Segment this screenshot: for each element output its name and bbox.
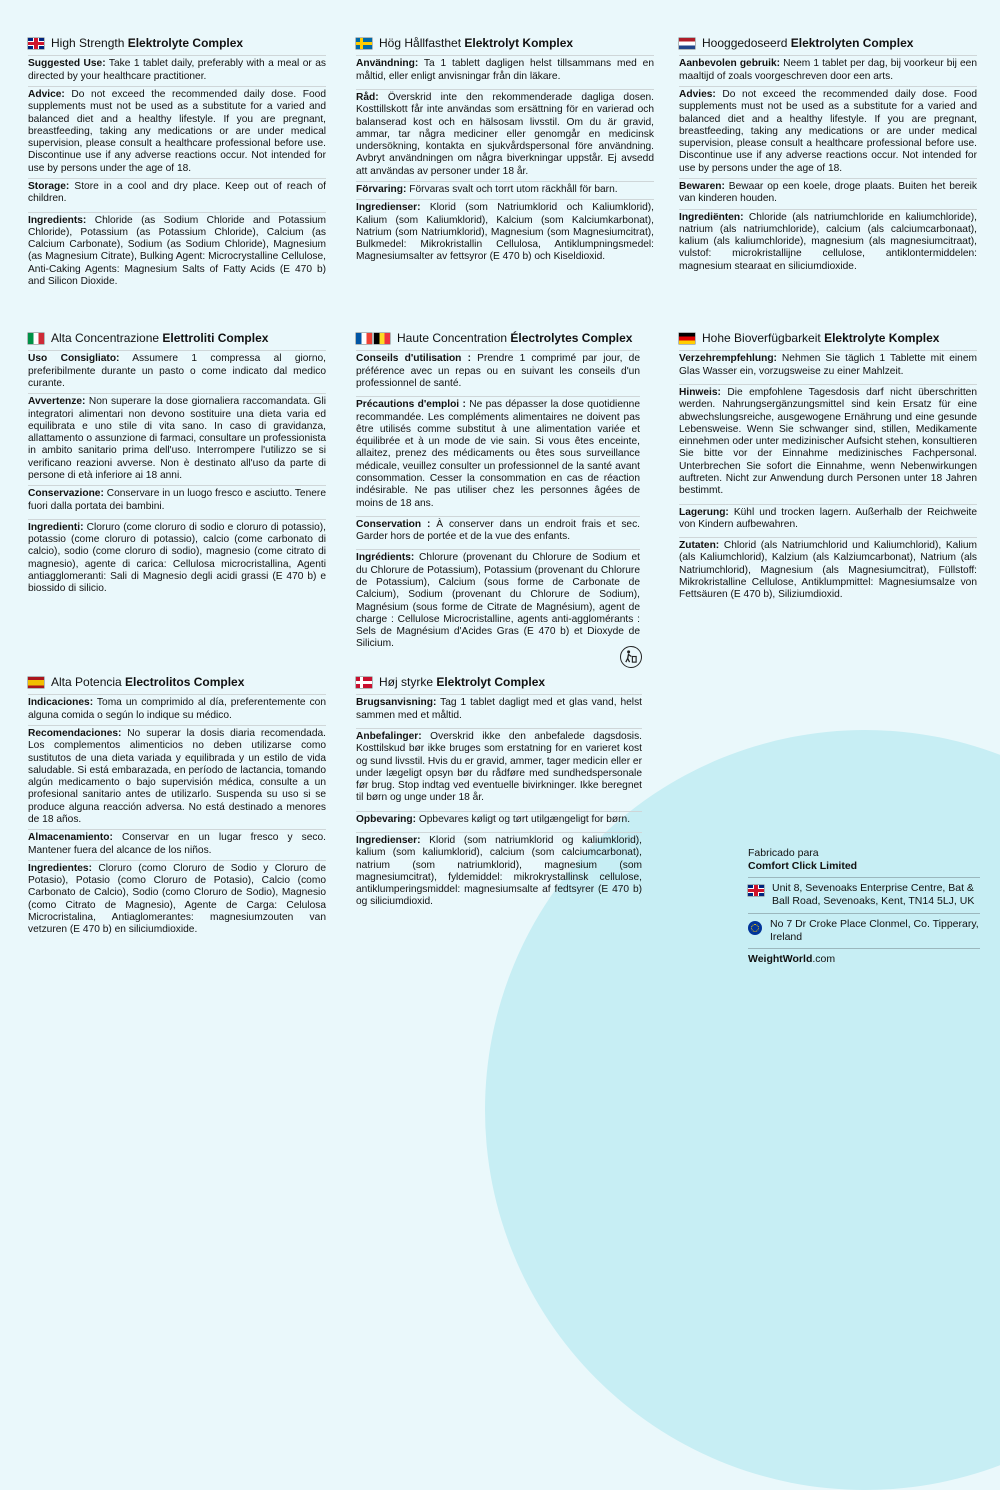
section-italian [28, 331, 326, 599]
text-advice: Overskrid ikke den anbefalede dagsdosis. Kosttilskud bør ikke bruges som erstatning for en varieret kost og sund livsstil. Hvis du er gravid, ammer, tager medicin eller er under lægeligt opsyn bør du rådføre med sundhedspersonale før brug. Stop indtag ved eventuelle bivirkninger. Ikke beregnet til børn og unge under 18 år. [356, 731, 642, 804]
flag-denmark-icon [356, 677, 372, 688]
text-storage: Bewaar op een koele, droge plaats. Buiten het bereik van kinderen houden. [679, 180, 977, 205]
title-bold: Electrolitos Complex [125, 675, 245, 689]
label-ingredients: Zutaten: [679, 540, 720, 552]
section-title [28, 675, 326, 689]
eu-address-row [748, 913, 980, 948]
text-advice: Non superare la dose giornaliera raccomandata. Gli integratori alimentari non devono sostituire una dieta varia ed equilibrata e uno stile di vita sano. In caso di gravidanza, allattamento o assunzione di farmaci, consultare un professionista in ambito sanitario prima dell'uso. Interrompere l'utilizzo se si verificano reazioni avverse. Non è destinato all'uso da parte di persone di età inferiore ai 18 anni. [28, 396, 326, 481]
title-plain: Hooggedoseerd [702, 36, 791, 50]
title-plain: Haute Concentration [397, 331, 511, 345]
label-storage: Förvaring: [356, 183, 407, 195]
title-bold: Elektrolyte Complex [127, 36, 244, 50]
label-storage: Conservation : [356, 518, 431, 530]
text-advice: Ne pas dépasser la dose quotidienne recommandée. Les compléments alimentaires ne doivent pas être utilisés comme substitut à une alimentation variée et équilibrée et à un mode de vie sain. Si vous êtes enceinte, allaitez, prenez des médicaments ou êtes sous surveillance médicale, veuillez consulter un professionnel de la santé avant consommation. Cesser la consommation en cas de réaction indésirable. Ne pas utiliser chez les personnes âgées de moins de 18 ans. [356, 399, 640, 509]
section-title [356, 36, 654, 50]
title-bold: Elettroliti Complex [162, 331, 269, 345]
label-storage: Almacenamiento: [28, 832, 113, 844]
label-advice: Advies: [679, 89, 716, 101]
text-ingredients: Chlorure (provenant du Chlorure de Sodium et du Chlorure de Potassium), Potassium (provenant du Chlorure de Potassium), Calcium (sous forme de Carbonate de Calcium), Sodium (provenant du Chlorure de Sodium), Magnésium (sous forme de Citrate de Magnésium), agent de charge : Cellulose Microcristalline, agents anti-agglomérants : Sels de Magnésium d'Acides Gras (E 470 b) et Dioxyde de Silicium. [356, 552, 640, 650]
text-advice: Do not exceed the recommended daily dose. Food supplements must not be used as a substitute for a varied and balanced diet and a healthy lifestyle. If you are pregnant, breastfeeding, taking any medications or are under medical supervision, please consult a healthcare professional before use. Discontinue use if any adverse reactions occur. Not intended for use by persons under the age of 18. [28, 89, 326, 174]
section-english [28, 36, 326, 291]
title-plain: Alta Concentrazione [51, 331, 163, 345]
text-storage: Kühl und trocken lagern. Außerhalb der Reichweite von Kindern aufbewahren. [679, 506, 977, 530]
section-dutch [679, 36, 977, 276]
text-usage: Neem 1 tablet per dag, bij voorkeur bij een maaltijd of zoals voorgeschreven door een arts. [679, 58, 978, 82]
label-usage: Suggested Use: [28, 58, 106, 70]
title-bold: Elektrolyt Complex [436, 675, 546, 689]
label-usage: Användning: [356, 58, 419, 70]
uk-address-row [748, 877, 980, 912]
manufacturer-box [748, 847, 980, 966]
text-advice: Överskrid inte den rekommenderade dagliga dosen. Kosttillskott får inte användas som ersättning för en varierad och balanserad kost och en hälsosam livsstil. Om du är gravid, ammar, tar några mediciner eller genomgår en medicinsk undersökning, kontakta en sjukvårdspersonal före användning. Avbryt användningen om några biverkningar uppstår. Ej avsedd att användas av personer under 18 år. [356, 92, 654, 177]
flag-germany-icon [679, 333, 695, 344]
section-title [356, 331, 640, 345]
text-storage: Förvaras svalt och torrt utom räckhåll för barn. [406, 183, 618, 195]
label-usage: Verzehrempfehlung: [679, 353, 777, 365]
text-storage: À conserver dans un endroit frais et sec. Garder hors de portée et de la vue des enfants. [356, 518, 641, 543]
section-title [28, 36, 326, 50]
text-storage: Store in a cool and dry place. Keep out of reach of children. [28, 180, 326, 205]
text-ingredients: Cloruro (como Cloruro de Sodio y Cloruro de Potasio), Potasio (como Cloruro de Potasio), Calcio (como Carbonato de Calcio), Sodio (como Cloruro de Sodio), Magnesio (como Citrato de Magnesio), Agente de Carga: Celulosa Microcristalina, Antiaglomerantes: magnesiumzouten van vetzuren (E 470 b) en siliciumdioxide. [28, 862, 326, 936]
title-plain: Høj styrke [379, 675, 437, 689]
label-advice: Recomendaciones: [28, 728, 122, 740]
label-ingredients: Ingredienser: [356, 834, 421, 846]
section-german [679, 331, 977, 605]
title-bold: Électrolytes Complex [510, 331, 633, 345]
text-ingredients: Chlorid (als Natriumchlorid und Kaliumchlorid), Kalium (als Kaliumchlorid), Kalzium (als Kalziumcarbonat), Natrium (als Natriumchlorid), Magnesium (als Magnesiumcitrat), Füllstoff: Mikrokristalline Cellulose, Antiklumpmittel: Magnesiumsalze von Fettsäuren (E 470 b), Siliziumdioxid. [679, 540, 977, 601]
company-name: Comfort Click Limited [748, 860, 858, 873]
label-storage: Storage: [28, 180, 70, 192]
label-usage: Aanbevolen gebruik: [679, 58, 781, 70]
text-ingredients: Chloride (als natriumchloride en kaliumchloride), natrium (als natriumchloride), calcium (als calciumcarbonaat), kalium (als kaliumchloride), magnesium (als magnesiumcitraat), vulstof: microkristallijne cellulose, antiklontermiddelen: magnesium stearaat en siliciumdioxide. [679, 211, 977, 272]
flag-uk-icon [748, 885, 764, 896]
label-usage: Conseils d'utilisation : [356, 353, 471, 365]
text-advice: Die empfohlene Tagesdosis darf nicht überschritten werden. Nahrungsergänzungsmittel sind kein Ersatz für eine abwechslungsreiche, ausgewogene Ernährung und eine gesunde Lebensweise. Wenn Sie schwanger sind, stillen, Medikamente einnehmen oder unter medizinischer Aufsicht stehen, konsultieren Sie bitte vor der Einnahme medizinisches Fachpersonal. Unterbrechen Sie sofort die Einnahme, wenn Nebenwirkungen auftreten. Nicht zur Anwendung durch Personen unter 18 Jahren bestimmt. [679, 387, 977, 497]
text-storage: Conservare in un luogo fresco e asciutto. Tenere fuori dalla portata dei bambini. [28, 488, 326, 512]
label-advice: Råd: [356, 92, 379, 104]
section-french [356, 331, 640, 654]
eu-address: No 7 Dr Croke Place Clonmel, Co. Tipperary, Ireland [770, 917, 979, 943]
text-ingredients: Chloride (as Sodium Chloride and Potassium Chloride), Potassium (as Potassium Chloride), Calcium (as Calcium Carbonate), Sodium (as Sodium Chloride), Magnesium (as Magnesium Citrate), Bulking Agent: Microcrystalline Cellulose, Anti-Caking Agents: Magnesium Salts of Fatty Acids (E 470 b) and Silicon Dioxide. [28, 214, 326, 287]
label-advice: Précautions d'emploi : [356, 399, 466, 411]
label-advice: Avvertenze: [28, 396, 86, 408]
section-swedish [356, 36, 654, 267]
text-ingredients: Cloruro (come cloruro di sodio e cloruro di potassio), potassio (come cloruro di potassio), calcio (come carbonato di calcio), sodio (come cloruro di sodio), magnesio (come citrato di magnesio), agente di carica: Cellulosa microcristallina, Agenti antiagglomeranti: Sali di Magnesio degli acidi grassi (E 470 b) e biossido di silicio. [28, 521, 326, 595]
flag-france-icon [356, 333, 372, 344]
section-title [679, 36, 977, 50]
flag-sweden-icon [356, 38, 372, 49]
section-title [356, 675, 642, 689]
text-usage: Tag 1 tablet dagligt med et glas vand, helst sammen med et måltid. [356, 697, 642, 721]
section-title [679, 331, 977, 345]
made-for-label: Fabricado para [748, 847, 819, 859]
uk-address: Unit 8, Sevenoaks Enterprise Centre, Bat & Ball Road, Sevenoaks, Kent, TN14 5LJ, UK [772, 882, 975, 908]
label-advice: Anbefalinger: [356, 731, 422, 743]
text-advice: Do not exceed the recommended daily dose. Food supplements must not be used as a substitute for a varied and balanced diet and a healthy lifestyle. If you are pregnant, breastfeeding, taking any medications or are under medical supervision, please consult a healthcare professional before use. Discontinue use if any adverse reactions occur. Not intended for use by persons under the age of 18. [679, 89, 977, 174]
section-title [28, 331, 326, 345]
text-advice: No superar la dosis diaria recomendada. Los complementos alimenticios no deben utilizarse como sustitutos de una dieta variada y equilibrada y un estilo de vida saludable. Si está embarazada, en período de lactancia, tomando algún medicamento o bajo supervisión médica, consulte a un profesional sanitario antes de utilizarlo. Suspenda su uso si se produce alguna reacción adversa. No está destinado a menores de 18 años. [28, 728, 326, 825]
label-ingredients: Ingredienser: [356, 202, 421, 214]
label-ingredients: Ingrediënten: [679, 211, 744, 223]
label-usage: Brugsanvisning: [356, 697, 437, 709]
label-ingredients: Ingrédients: [356, 552, 415, 564]
flag-eu-icon [748, 921, 762, 935]
title-bold: Elektrolyt Komplex [464, 36, 574, 50]
title-plain: Alta Potencia [51, 675, 126, 689]
flag-uk-icon [28, 38, 44, 49]
flag-belgium-icon [374, 333, 390, 344]
label-ingredients: Ingredients: [28, 214, 87, 226]
text-storage: Conservar en un lugar fresco y seco. Mantener fuera del alcance de los niños. [28, 832, 326, 856]
title-plain: Hög Hållfasthet [379, 36, 465, 50]
flag-spain-icon [28, 677, 44, 688]
text-usage: Ta 1 tablett dagligen helst tillsammans med en måltid, eller enligt anvisningar från din läkare. [356, 58, 654, 82]
label-advice: Hinweis: [679, 387, 721, 399]
title-plain: High Strength [51, 36, 128, 50]
text-ingredients: Klorid (som natriumklorid og kaliumklorid), kalium (som kaliumklorid), calcium (som calciumcarbonat), natrium (som natriumklorid), magnesium (som magnesiumcitrat), fyldemiddel: mikrokrystallinsk cellulose, antiklumperingsmiddel: magnesiumsalte af fedtsyrer (E 470 b) og siliciumdioxid. [356, 834, 642, 908]
label-advice: Advice: [28, 89, 65, 101]
website-brand: WeightWorld [748, 952, 813, 965]
label-usage: Uso Consigliato: [28, 353, 120, 365]
flag-italy-icon [28, 333, 44, 344]
title-plain: Hohe Bioverfügbarkeit [702, 331, 825, 345]
label-ingredients: Ingredienti: [28, 521, 84, 533]
text-storage: Opbevares køligt og tørt utilgængeligt for børn. [416, 813, 631, 825]
website-tld: .com [812, 952, 836, 965]
label-storage: Conservazione: [28, 488, 104, 500]
label-ingredients: Ingredientes: [28, 862, 92, 874]
section-danish [356, 675, 642, 912]
label-usage: Indicaciones: [28, 697, 94, 709]
text-usage: Prendre 1 comprimé par jour, de préférence avec un repas ou en suivant les conseils d'un professionnel de santé. [356, 353, 640, 390]
title-bold: Elektrolyte Komplex [824, 331, 940, 345]
text-ingredients: Klorid (som Natriumklorid och Kaliumklorid), Kalium (som Kaliumklorid), Kalcium (som Kalciumkarbonat), Natrium (som Natriumklorid), Magnesium (som Magnesiumcitrat), Bulkmedel: Mikrokristallin Cellulosa, Antiklumpningsmedel: Magnesiumsalter av fettsyror (E 470 b) och Kiseldioxid. [356, 202, 654, 263]
label-storage: Bewaren: [679, 180, 725, 192]
tidyman-recycle-icon [620, 646, 642, 668]
text-usage: Assumere 1 compressa al giorno, preferibilmente durante un pasto o come indicato dal medico curante. [28, 353, 327, 390]
label-storage: Lagerung: [679, 506, 729, 518]
text-usage: Toma un comprimido al día, preferentemente con alguna comida o según lo indique su médico. [28, 697, 326, 721]
text-usage: Take 1 tablet daily, preferably with a meal or as directed by your healthcare practitioner. [28, 58, 326, 82]
text-usage: Nehmen Sie täglich 1 Tablette mit einem Glas Wasser ein, vorzugsweise zu einer Mahlzeit. [679, 353, 977, 377]
website-link[interactable] [748, 948, 980, 966]
title-bold: Elektrolyten Complex [790, 36, 914, 50]
label-storage: Opbevaring: [356, 813, 417, 825]
flag-netherlands-icon [679, 38, 695, 49]
section-spanish [28, 675, 326, 940]
